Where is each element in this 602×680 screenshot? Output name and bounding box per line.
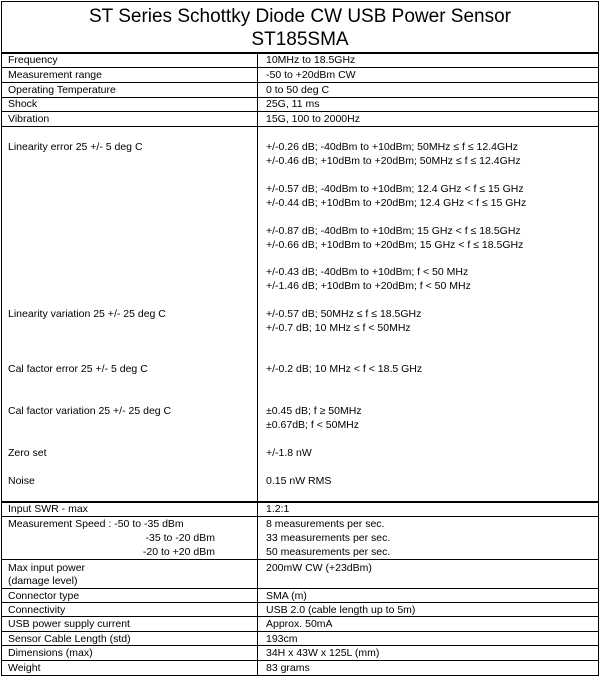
spec-sheet [1,1,599,676]
linearity-line: +/-1.46 dB; +10dBm to +20dBm; f < 50 MHz [266,280,471,292]
measurement-speed-range-label: -35 to -20 dBm [145,532,215,544]
cal-factor-variation-label: Cal factor variation 25 +/- 25 deg C [8,405,172,417]
divider [2,645,598,646]
title-line-2: ST185SMA [251,29,349,50]
noise-label: Noise [8,475,35,487]
linearity-variation-label: Linearity variation 25 +/- 25 deg C [8,308,166,320]
divider [2,631,598,632]
noise-value: 0.15 nW RMS [266,475,332,487]
spec-label-cable-length: Sensor Cable Length (std) [8,633,131,645]
zero-set-label: Zero set [8,447,47,459]
linearity-line: +/-0.26 dB; -40dBm to +10dBm; 50MHz ≤ f ≤ 12.4GHz [266,141,518,153]
divider [2,616,598,617]
spec-value-measurement-range: -50 to +20dBm CW [266,69,356,81]
divider [2,67,598,68]
spec-label-dimensions: Dimensions (max) [8,647,93,659]
linearity-line: +/-0.57 dB; -40dBm to +10dBm; 12.4 GHz < f ≤ 15 GHz [266,183,524,195]
swr-label: Input SWR - max [8,503,88,515]
cal-factor-variation-line: ±0.45 dB; f ≥ 50MHz [266,405,362,417]
zero-set-value: +/-1.8 nW [266,447,312,459]
spec-value-connector-type: SMA (m) [266,590,307,602]
linearity-line: +/-0.46 dB; +10dBm to +20dBm; 50MHz ≤ f ≤ 12.4GHz [266,155,521,167]
spec-label-connector-type: Connector type [8,590,80,602]
divider [2,111,598,112]
linearity-line: +/-0.43 dB; -40dBm to +10dBm; f < 50 MHz [266,266,469,278]
spec-label-usb-power: USB power supply current [8,618,130,630]
measurement-speed-value: 8 measurements per sec. [266,518,385,530]
divider [2,501,598,503]
spec-value-frequency: 10MHz to 18.5GHz [266,54,356,66]
spec-value-connectivity: USB 2.0 (cable length up to 5m) [266,604,416,616]
title-line-1: ST Series Schottky Diode CW USB Power Sensor [88,6,512,27]
spec-value-dimensions: 34H x 43W x 125L (mm) [266,647,380,659]
divider [2,126,598,127]
divider [2,516,598,517]
linearity-line: +/-0.66 dB; +10dBm to +20dBm; 15 GHz < f ≤ 18.5GHz [266,239,524,251]
spec-value-cable-length: 193cm [266,633,298,645]
spec-value-weight: 83 grams [266,662,310,674]
spec-label-shock: Shock [8,98,38,110]
linearity-line: +/-0.44 dB; +10dBm to +20dBm; 12.4 GHz < f ≤ 15 GHz [266,197,527,209]
divider [2,559,598,560]
divider [2,82,598,83]
spec-label-operating-temperature: Operating Temperature [8,84,116,96]
measurement-speed-range-label: -20 to +20 dBm [142,546,215,558]
spec-value-usb-power: Approx. 50mA [266,618,333,630]
divider [2,588,598,589]
spec-label-weight: Weight [8,662,41,674]
max-input-value: 200mW CW (+23dBm) [266,562,372,574]
cal-factor-error-label: Cal factor error 25 +/- 5 deg C [8,363,148,375]
spec-label-measurement-range: Measurement range [8,69,102,81]
spec-value-shock: 25G, 11 ms [266,98,320,110]
max-input-label: Max input power [8,562,86,574]
spec-label-connectivity: Connectivity [8,604,66,616]
linearity-variation-line: +/-0.57 dB; 50MHz ≤ f ≤ 18.5GHz [266,308,422,320]
spec-label-frequency: Frequency [8,54,58,66]
linearity-variation-line: +/-0.7 dB; 10 MHz ≤ f < 50MHz [266,322,411,334]
measurement-speed-range-value: 33 measurements per sec. [266,532,391,544]
linearity-error-label: Linearity error 25 +/- 5 deg C [8,141,143,153]
divider [2,602,598,603]
measurement-speed-label: Measurement Speed : -50 to -35 dBm [8,518,184,530]
spec-label-vibration: Vibration [8,113,50,125]
spec-value-operating-temperature: 0 to 50 deg C [266,84,330,96]
swr-value: 1.2:1 [266,503,290,515]
cal-factor-variation-line: ±0.67dB; f < 50MHz [266,419,360,431]
divider [2,660,598,661]
column-divider [257,53,258,676]
linearity-line: +/-0.87 dB; -40dBm to +10dBm; 15 GHz < f ≤ 18.5GHz [266,225,521,237]
measurement-speed-range-value: 50 measurements per sec. [266,546,391,558]
max-input-sublabel: (damage level) [8,575,78,587]
cal-factor-error-value: +/-0.2 dB; 10 MHz < f < 18.5 GHz [266,363,423,375]
spec-value-vibration: 15G, 100 to 2000Hz [266,113,360,125]
